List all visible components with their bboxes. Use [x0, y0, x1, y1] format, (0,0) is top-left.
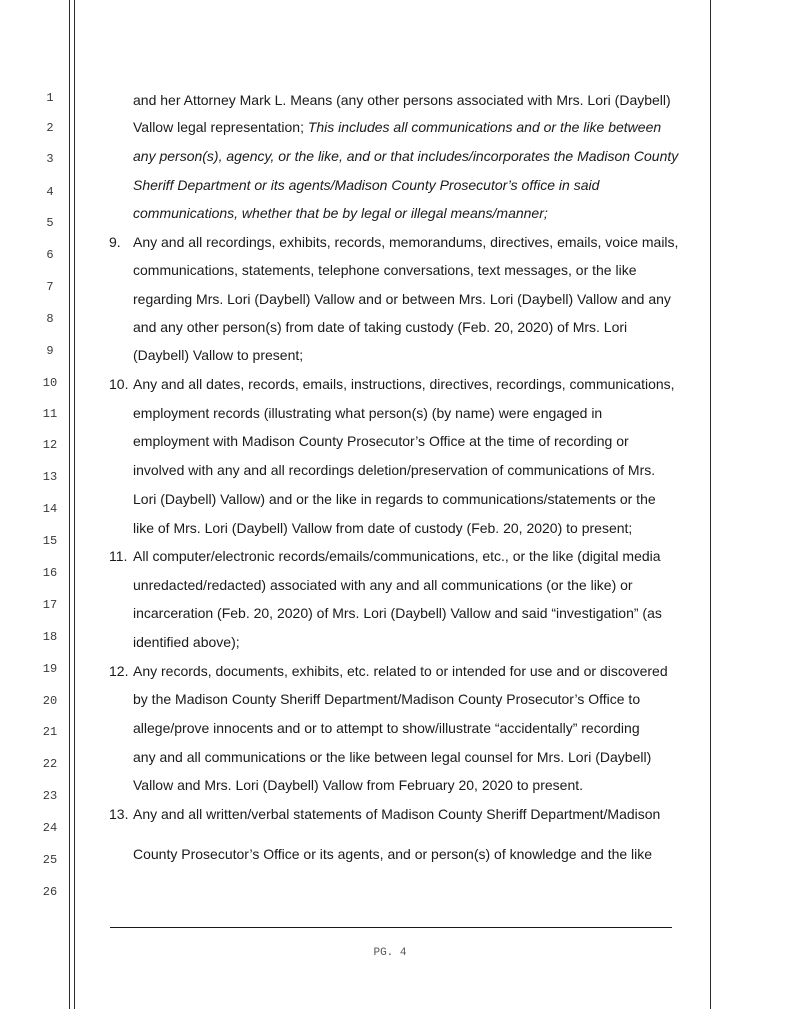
- text-line: [133, 346, 303, 364]
- text-line: [133, 776, 583, 794]
- text-line: [133, 176, 599, 194]
- text-line: [133, 91, 671, 109]
- text-line: [133, 233, 678, 251]
- text-segment: involved with any and all recordings deletion/preservation of communications of Mrs.: [133, 462, 656, 478]
- text-segment: Any and all dates, records, emails, instructions, directives, recordings, communications,: [133, 376, 675, 392]
- line-number: 24: [42, 821, 58, 835]
- text-segment: any and all communications or the like between legal counsel for Mrs. Lori (Daybell): [133, 749, 652, 765]
- text-line: [133, 748, 651, 766]
- text-segment: communications, statements, telephone conversations, text messages, or the like: [133, 262, 637, 278]
- text-segment: (Daybell) Vallow to present;: [133, 347, 304, 363]
- text-line: [133, 547, 661, 565]
- footer-rule: [110, 927, 672, 928]
- line-number: 1: [46, 91, 54, 105]
- text-line: [133, 261, 636, 279]
- line-number: 4: [46, 185, 54, 199]
- text-segment: like of Mrs. Lori (Daybell) Vallow from date of custody (Feb. 20, 2020) to present;: [133, 520, 633, 536]
- list-item-number: 11.: [109, 548, 128, 564]
- left-margin-line-inner: [74, 0, 75, 1009]
- text-segment: communications, whether that be by legal or illegal means/manner;: [133, 205, 548, 221]
- line-number: 7: [46, 280, 54, 294]
- text-segment: and her Attorney Mark L. Means (any other persons associated with Mrs. Lori (Daybell): [133, 92, 671, 108]
- text-line: [133, 461, 655, 479]
- text-segment: employment records (illustrating what person(s) (by name) were engaged in: [133, 405, 603, 421]
- line-number: 25: [42, 853, 58, 867]
- text-segment: Any records, documents, exhibits, etc. related to or intended for use and or discovered: [133, 663, 668, 679]
- line-number: 6: [46, 248, 54, 262]
- list-item-number: 13.: [109, 806, 129, 822]
- line-number: 23: [42, 789, 58, 803]
- text-segment: Sheriff Department or its agents/Madison County Prosecutor’s office in said: [133, 177, 600, 193]
- line-number: 11: [42, 407, 58, 421]
- text-segment: All computer/electronic records/emails/communications, etc., or the like (digital media: [133, 548, 661, 564]
- line-number: 16: [42, 566, 58, 580]
- text-line: [133, 845, 652, 863]
- text-segment: Any and all recordings, exhibits, records, memorandums, directives, emails, voice mails,: [133, 234, 679, 250]
- text-line: [133, 690, 640, 708]
- line-number: 14: [42, 502, 58, 516]
- line-number: 12: [42, 438, 58, 452]
- left-margin-line-outer: [69, 0, 70, 1009]
- text-line: [133, 290, 671, 308]
- text-segment: employment with Madison County Prosecutor’s Office at the time of recording or: [133, 433, 629, 449]
- text-segment: Vallow legal representation;: [133, 119, 308, 135]
- text-line: [133, 147, 678, 165]
- line-number: 20: [42, 694, 58, 708]
- list-item-number: 10.: [109, 376, 129, 392]
- italic-text-segment: This includes all communications and or the like between: [307, 119, 662, 135]
- text-segment: any person(s), agency, or the like, and or that includes/incorporates the Madison County: [133, 148, 679, 164]
- line-number: 2: [46, 121, 54, 135]
- text-segment: unredacted/redacted) associated with any and all communications (or the like) or: [133, 577, 633, 593]
- text-segment: Lori (Daybell) Vallow) and or the like in regards to communications/statements or the: [133, 491, 656, 507]
- text-line: [133, 604, 662, 622]
- line-number: 18: [42, 630, 58, 644]
- text-segment: identified above);: [133, 634, 240, 650]
- text-line: [133, 633, 240, 651]
- text-line: [133, 432, 629, 450]
- text-line: [133, 490, 656, 508]
- text-line: [133, 805, 660, 823]
- line-number: 17: [42, 598, 58, 612]
- line-number: 15: [42, 534, 58, 548]
- text-line: [133, 204, 548, 222]
- text-line: [133, 662, 668, 680]
- text-segment: Any and all written/verbal statements of Madison County Sheriff Department/Madison: [133, 806, 661, 822]
- line-number: 26: [42, 885, 58, 899]
- list-item-number: 9.: [109, 234, 121, 250]
- text-line: [133, 375, 675, 393]
- text-segment: by the Madison County Sheriff Department/Madison County Prosecutor’s Office to: [133, 691, 641, 707]
- text-segment: County Prosecutor’s Office or its agents, and or person(s) of knowledge and the like: [133, 846, 653, 862]
- line-number: 3: [46, 152, 54, 166]
- page-number: PG. 4: [373, 947, 407, 959]
- text-segment: regarding Mrs. Lori (Daybell) Vallow and or between Mrs. Lori (Daybell) Vallow and any: [133, 291, 671, 307]
- text-line: [133, 318, 627, 336]
- text-line: [133, 576, 633, 594]
- line-number: 8: [46, 312, 54, 326]
- text-segment: allege/prove innocents and or to attempt to show/illustrate “accidentally” recording: [133, 720, 640, 736]
- line-number: 9: [46, 344, 54, 358]
- line-number: 21: [42, 725, 58, 739]
- text-line: [133, 519, 632, 537]
- line-number: 13: [42, 470, 58, 484]
- text-segment: Vallow and Mrs. Lori (Daybell) Vallow from February 20, 2020 to present.: [133, 777, 584, 793]
- text-line: [133, 719, 640, 737]
- list-item-number: 12.: [109, 663, 129, 679]
- line-number: 19: [42, 662, 58, 676]
- line-number: 22: [42, 757, 58, 771]
- line-number: 10: [42, 376, 58, 390]
- text-line: [133, 118, 661, 136]
- right-margin-line: [710, 0, 711, 1009]
- text-line: [133, 404, 602, 422]
- line-number: 5: [46, 216, 54, 230]
- text-segment: and any other person(s) from date of taking custody (Feb. 20, 2020) of Mrs. Lori: [133, 319, 628, 335]
- text-segment: incarceration (Feb. 20, 2020) of Mrs. Lori (Daybell) Vallow and said “investigation” (as: [133, 605, 662, 621]
